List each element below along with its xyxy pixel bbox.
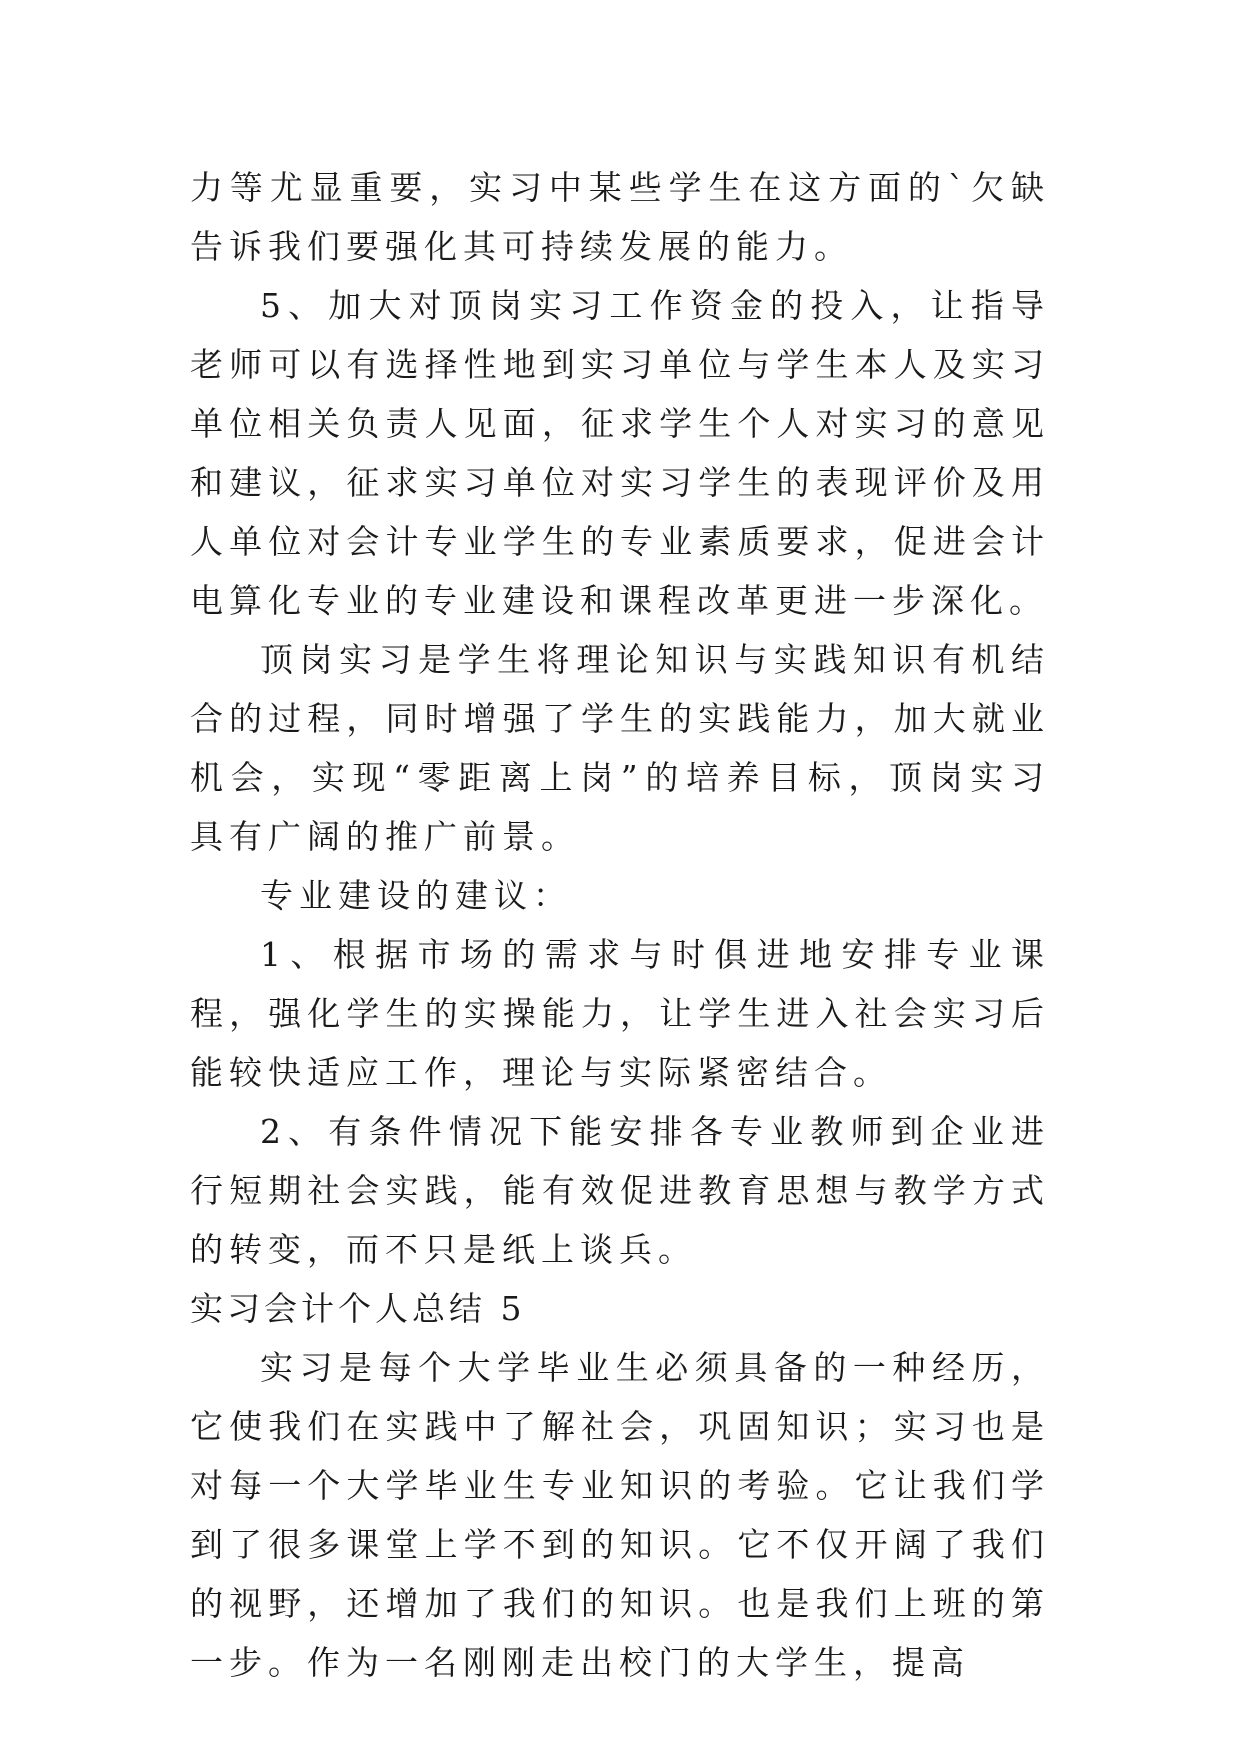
paragraph-suggestion-2: 2、有条件情况下能安排各专业教师到企业进行短期社会实践，能有效促进教育思想与教学方式的转变，而不只是纸上谈兵。 xyxy=(190,1112,1050,1269)
paragraph-suggestions-label: 专业建设的建议： xyxy=(260,876,572,915)
section-heading: 实习会计个人总结 5 xyxy=(190,1289,526,1328)
paragraph-item-5-funding: 5、加大对顶岗实习工作资金的投入，让指导老师可以有选择性地到实习单位与学生本人及实习单位相关负责人见面，征求学生个人对实习的意见和建议，征求实习单位对实习学生的表现评价及用人单位对会计专业学生的专业素质要求，促进会计电算化专业的专业建设和课程改革更进一步深化。 xyxy=(190,286,1050,620)
paragraph-internship-summary: 顶岗实习是学生将理论知识与实践知识有机结合的过程，同时增强了学生的实践能力，加大就业机会，实现“零距离上岗”的培养目标，顶岗实习具有广阔的推广前景。 xyxy=(190,640,1050,856)
document-body xyxy=(190,158,1050,1692)
paragraph-suggestion-1: 1、根据市场的需求与时俱进地安排专业课程，强化学生的实操能力，让学生进入社会实习后能较快适应工作，理论与实际紧密结合。 xyxy=(190,935,1050,1092)
paragraph-section-5-intro: 实习是每个大学毕业生必须具备的一种经历，它使我们在实践中了解社会，巩固知识；实习也是对每一个大学毕业生专业知识的考验。它让我们学到了很多课堂上学不到的知识。它不仅开阔了我们的视野，还增加了我们的知识。也是我们上班的第一步。作为一名刚刚走出校门的大学生，提高 xyxy=(190,1348,1050,1682)
paragraph-continuation: 力等尤显重要，实习中某些学生在这方面的`欠缺告诉我们要强化其可持续发展的能力。 xyxy=(190,168,1050,266)
